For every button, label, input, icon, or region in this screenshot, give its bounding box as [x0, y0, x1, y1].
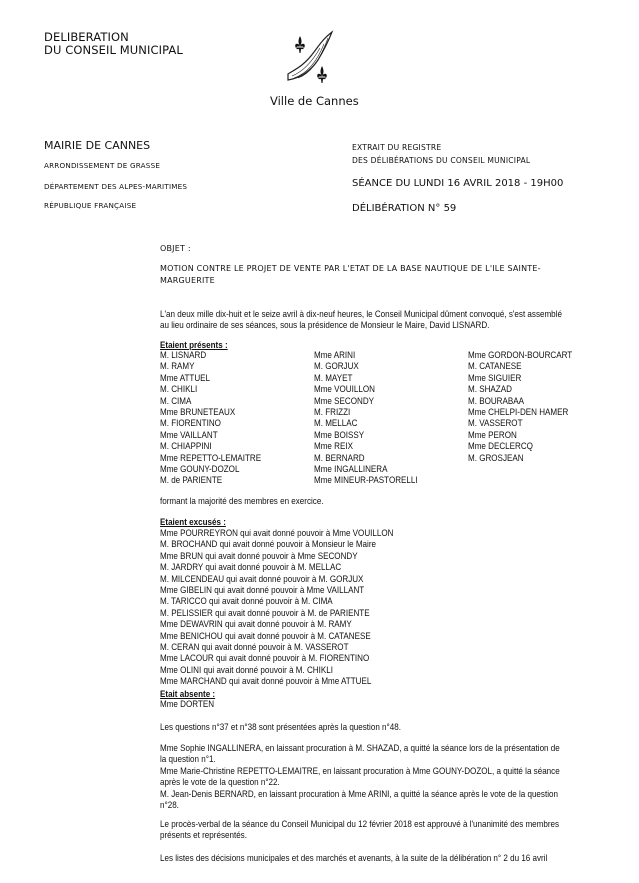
deliberation-title-line2: DU CONSEIL MUNICIPAL [44, 43, 183, 57]
objet-text [160, 263, 541, 287]
present-member: Mme BRUNETEAUX [160, 405, 236, 417]
deliberation-title-line1: DELIBERATION [44, 30, 129, 44]
presents-col1 [160, 349, 261, 486]
present-member: Mme SIGUIER [468, 371, 522, 383]
departure-3-line1: M. Jean-Denis BERNARD, en laissant procuration à Mme ARINI, a quitté la séance après le vote de la question [160, 787, 558, 799]
present-member: Mme ATTUEL [160, 371, 211, 383]
excuses-list [160, 527, 393, 686]
presents-title: Etaient présents : [160, 339, 228, 350]
excused-member: M. MILCENDEAU qui avait donné pouvoir à M. GORJUX [160, 572, 364, 584]
excused-member: Mme OLINI qui avait donné pouvoir à M. CHIKLI [160, 663, 333, 675]
present-member: M. FRIZZI [314, 405, 351, 417]
present-member: Mme DECLERCQ [468, 440, 533, 452]
excused-member: Mme GIBELIN qui avait donné pouvoir à Mme VAILLANT [160, 583, 365, 595]
objet-line1: MOTION CONTRE LE PROJET DE VENTE PAR L'ETAT DE LA BASE NAUTIQUE DE L'ILE SAINTE- [160, 264, 541, 273]
extrait-line1: EXTRAIT DU REGISTRE [352, 143, 442, 152]
excused-member: M. JARDRY qui avait donné pouvoir à M. MELLAC [160, 561, 342, 573]
present-member: M. CHIAPPINI [160, 440, 212, 452]
mairie-name: MAIRIE DE CANNES [44, 139, 151, 152]
present-member: M. BOURABAA [468, 394, 525, 406]
departement: DÉPARTEMENT DES ALPES-MARITIMES [44, 182, 188, 191]
excused-member: Mme MARCHAND qui avait donné pouvoir à Mme ATTUEL [160, 675, 372, 687]
listes-paragraph: Les listes des décisions municipales et des marchés et avenants, à la suite de la délibération n° 2 du 16 avril [160, 852, 548, 863]
excused-member: Mme POURREYRON qui avait donné pouvoir à Mme VOUILLON [160, 527, 394, 538]
pv-paragraph [160, 818, 559, 841]
departure-3-line2: n°28. [160, 799, 179, 811]
deliberation-title [44, 31, 183, 57]
present-member: M. GROSJEAN [468, 451, 524, 463]
present-member: Mme BOISSY [314, 428, 365, 440]
present-member: M. MELLAC [314, 417, 358, 429]
present-member: Mme ARINI [314, 349, 356, 360]
present-member: M. BERNARD [314, 451, 365, 463]
departure-1-line1: Mme Sophie INGALLINERA, en laissant procuration à M. SHAZAD, a quitté la séance lors de la présentation de [160, 742, 560, 753]
excused-member: Mme DEWAVRIN qui avait donné pouvoir à M. RAMY [160, 618, 352, 630]
arrondissement: ARRONDISSEMENT DE GRASSE [44, 161, 161, 170]
excused-member: Mme BENICHOU qui avait donné pouvoir à M. CATANESE [160, 629, 371, 641]
excuses-title: Etaient excusés : [160, 516, 226, 527]
deliberation-number: DÉLIBÉRATION N° 59 [352, 203, 457, 214]
absente-title: Etait absente : [160, 688, 216, 699]
present-member: Mme REIX [314, 440, 353, 452]
city-name: Ville de Cannes [270, 94, 359, 108]
fleur-de-lis-palm-icon [284, 30, 336, 88]
present-member: Mme GORDON-BOURCART [468, 349, 573, 360]
present-member: Mme SECONDY [314, 394, 375, 406]
present-member: M. SHAZAD [468, 383, 512, 395]
intro-line2: au lieu ordinaire de ses séances, sous la présidence de Monsieur le Maire, David LISNARD. [160, 319, 490, 331]
intro-line1: L'an deux mille dix-huit et le seize avril à dix-neuf heures, le Conseil Municipal dûment convoqué, s'est assemblé [160, 308, 562, 319]
departure-1-line2: la question n°1. [160, 753, 216, 765]
present-member: M. FIORENTINO [160, 417, 221, 429]
present-member: M. CATANESE [468, 360, 522, 372]
extrait-line2: DES DÉLIBÉRATIONS DU CONSEIL MUNICIPAL [352, 156, 531, 165]
departure-2-line2: après le vote de la question n°22. [160, 776, 280, 788]
majority-text: formant la majorité des membres en exercice. [160, 495, 324, 506]
present-member: Mme PERON [468, 428, 517, 440]
present-member: M. CIMA [160, 394, 192, 406]
present-member: M. CHIKLI [160, 383, 198, 395]
excused-member: M. CERAN qui avait donné pouvoir à M. VASSEROT [160, 640, 349, 652]
intro-paragraph [160, 308, 562, 331]
seance-date: SÉANCE DU LUNDI 16 AVRIL 2018 - 19H00 [352, 178, 564, 189]
presents-col3 [468, 349, 572, 463]
excused-member: M. TARICCO qui avait donné pouvoir à M. CIMA [160, 595, 333, 607]
excused-member: Mme LACOUR qui avait donné pouvoir à M. FIORENTINO [160, 652, 370, 664]
present-member: Mme REPETTO-LEMAITRE [160, 451, 262, 463]
objet-line2: MARGUERITE [160, 276, 215, 285]
present-member: M. MAYET [314, 371, 353, 383]
present-member: M. VASSEROT [468, 417, 523, 429]
excused-member: M. PELISSIER qui avait donné pouvoir à M. de PARIENTE [160, 606, 370, 618]
departure-2-line1: Mme Marie-Christine REPETTO-LEMAITRE, en laissant procuration à Mme GOUNY-DOZOL, a quitté la séance [160, 764, 560, 776]
excused-member: Mme BRUN qui avait donné pouvoir à Mme SECONDY [160, 549, 358, 561]
pv-line1: Le procès-verbal de la séance du Conseil Municipal du 12 février 2018 est approuvé à l'unanimité des membres [160, 818, 560, 829]
absente-name: Mme DORTEN [160, 698, 215, 709]
pv-line2: présents et représentés. [160, 829, 247, 841]
present-member: M. GORJUX [314, 360, 359, 372]
present-member: Mme CHELPI-DEN HAMER [468, 405, 569, 417]
present-member: Mme VOUILLON [314, 383, 375, 395]
city-logo [284, 30, 336, 88]
present-member: Mme VAILLANT [160, 428, 218, 440]
present-member: M. RAMY [160, 360, 195, 372]
questions-note: Les questions n°37 et n°38 sont présentées après la question n°48. [160, 721, 401, 732]
objet-label: OBJET : [160, 244, 191, 253]
presents-col2 [314, 349, 418, 486]
present-member: Mme GOUNY-DOZOL [160, 462, 240, 474]
present-member: M. LISNARD [160, 349, 207, 360]
republique: RÉPUBLIQUE FRANÇAISE [44, 201, 137, 210]
present-member: Mme INGALLINERA [314, 462, 388, 474]
present-member: Mme MINEUR-PASTORELLI [314, 474, 418, 486]
present-member: M. de PARIENTE [160, 474, 223, 486]
excused-member: M. BROCHAND qui avait donné pouvoir à Monsieur le Maire [160, 538, 376, 550]
departures-block [160, 742, 560, 810]
